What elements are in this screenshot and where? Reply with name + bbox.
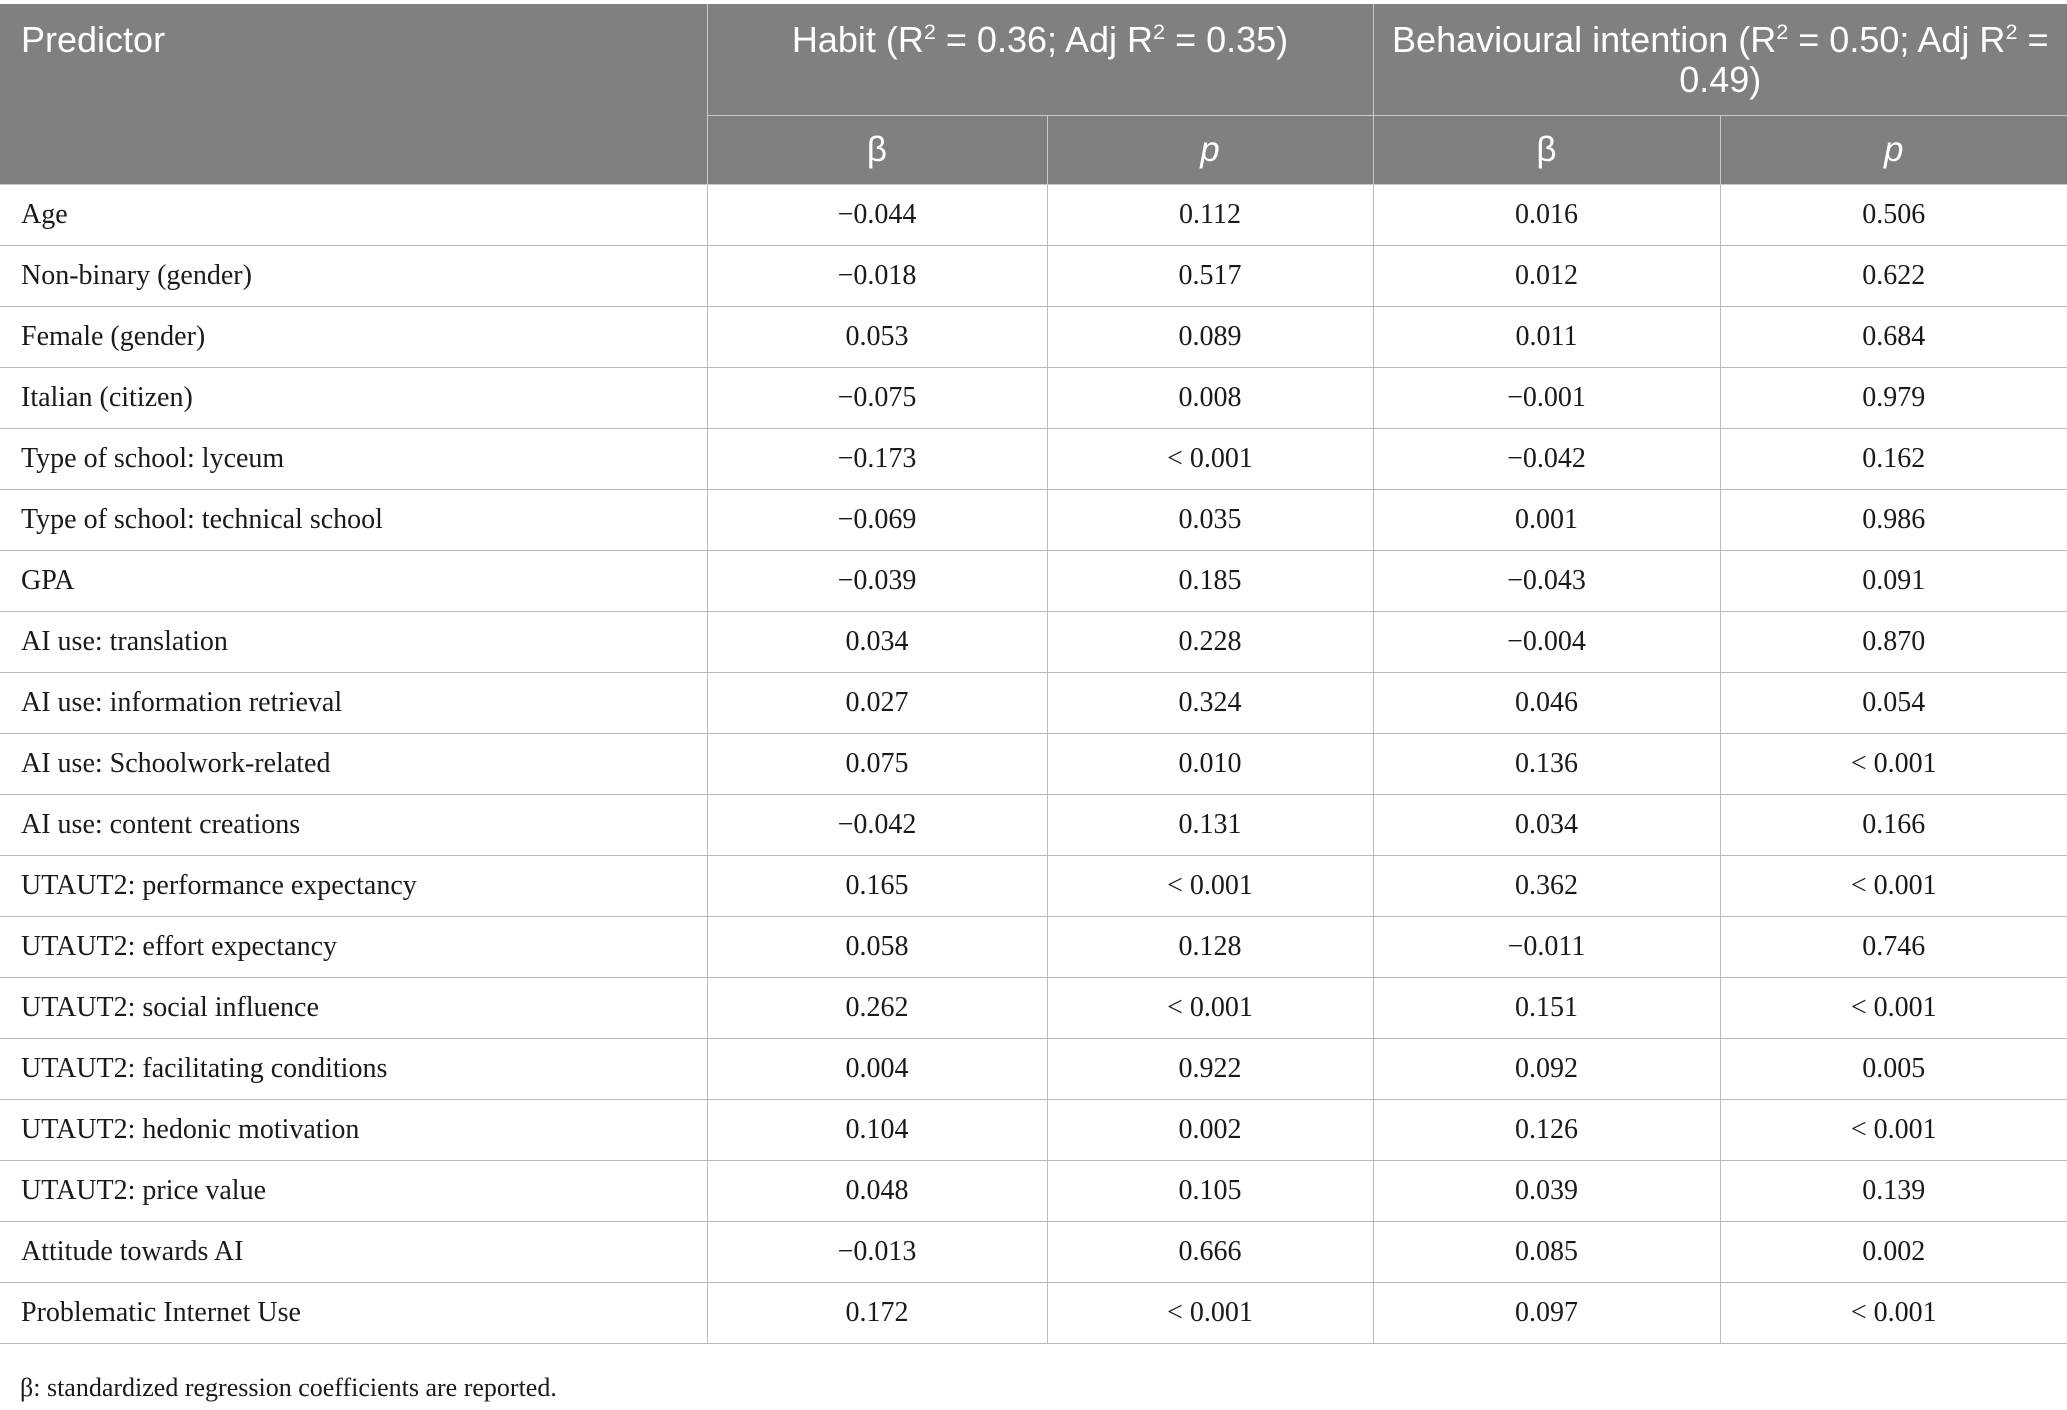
habit-beta-cell: 0.053	[707, 306, 1047, 367]
table-row	[0, 367, 2067, 428]
predictor-cell: Non-binary (gender)	[0, 245, 707, 306]
predictor-cell: UTAUT2: hedonic motivation	[0, 1099, 707, 1160]
header-predictor-label: Predictor	[21, 19, 166, 60]
table-row	[0, 1221, 2067, 1282]
intention-beta-cell: 0.085	[1373, 1221, 1720, 1282]
table-row	[0, 1038, 2067, 1099]
intention-beta-cell: −0.043	[1373, 550, 1720, 611]
regression-table	[0, 4, 2067, 1344]
habit-p-cell: < 0.001	[1047, 977, 1373, 1038]
habit-beta-cell: −0.173	[707, 428, 1047, 489]
table-row	[0, 1160, 2067, 1221]
table-row	[0, 855, 2067, 916]
intention-title-sup1: 2	[1776, 19, 1789, 44]
habit-beta-cell: −0.039	[707, 550, 1047, 611]
intention-beta-cell: −0.042	[1373, 428, 1720, 489]
habit-beta-cell: 0.004	[707, 1038, 1047, 1099]
table-row	[0, 184, 2067, 245]
intention-title-sup2: 2	[2005, 19, 2018, 44]
habit-beta-cell: 0.034	[707, 611, 1047, 672]
habit-beta-cell: 0.027	[707, 672, 1047, 733]
habit-p-cell: < 0.001	[1047, 1282, 1373, 1343]
habit-p-cell: 0.131	[1047, 794, 1373, 855]
header-habit-beta: β	[707, 115, 1047, 184]
table-row	[0, 611, 2067, 672]
habit-beta-cell: 0.104	[707, 1099, 1047, 1160]
intention-p-cell: < 0.001	[1720, 977, 2067, 1038]
predictor-cell: Type of school: lyceum	[0, 428, 707, 489]
habit-beta-cell: 0.058	[707, 916, 1047, 977]
predictor-cell: GPA	[0, 550, 707, 611]
predictor-cell: Attitude towards AI	[0, 1221, 707, 1282]
predictor-cell: UTAUT2: effort expectancy	[0, 916, 707, 977]
habit-title-sup2: 2	[1153, 19, 1166, 44]
table-row	[0, 306, 2067, 367]
header-predictor	[0, 4, 707, 115]
intention-beta-cell: 0.012	[1373, 245, 1720, 306]
header-predictor-empty	[0, 115, 707, 184]
habit-title-prefix: Habit (R	[791, 19, 924, 60]
table-row	[0, 733, 2067, 794]
intention-beta-cell: 0.039	[1373, 1160, 1720, 1221]
header-intention-p: p	[1720, 115, 2067, 184]
intention-beta-cell: 0.362	[1373, 855, 1720, 916]
habit-beta-cell: −0.069	[707, 489, 1047, 550]
habit-p-cell: 0.128	[1047, 916, 1373, 977]
regression-table-container	[0, 4, 2067, 1344]
table-header	[0, 4, 2067, 184]
habit-p-cell: 0.035	[1047, 489, 1373, 550]
intention-p-cell: 0.054	[1720, 672, 2067, 733]
predictor-cell: UTAUT2: facilitating conditions	[0, 1038, 707, 1099]
habit-beta-cell: 0.048	[707, 1160, 1047, 1221]
intention-beta-cell: −0.004	[1373, 611, 1720, 672]
habit-p-cell: 0.089	[1047, 306, 1373, 367]
predictor-cell: AI use: information retrieval	[0, 672, 707, 733]
intention-beta-cell: −0.001	[1373, 367, 1720, 428]
intention-p-cell: 0.746	[1720, 916, 2067, 977]
predictor-cell: AI use: translation	[0, 611, 707, 672]
habit-p-cell: 0.008	[1047, 367, 1373, 428]
header-intention-beta: β	[1373, 115, 1720, 184]
table-row	[0, 916, 2067, 977]
intention-p-cell: 0.162	[1720, 428, 2067, 489]
intention-p-cell: 0.005	[1720, 1038, 2067, 1099]
habit-title-mid: = 0.36; Adj R	[935, 19, 1154, 60]
habit-beta-cell: −0.013	[707, 1221, 1047, 1282]
habit-beta-cell: −0.075	[707, 367, 1047, 428]
habit-beta-cell: 0.075	[707, 733, 1047, 794]
intention-beta-cell: 0.046	[1373, 672, 1720, 733]
intention-beta-cell: 0.151	[1373, 977, 1720, 1038]
header-intention-group	[1373, 4, 2067, 115]
intention-beta-cell: 0.011	[1373, 306, 1720, 367]
table-row	[0, 1099, 2067, 1160]
habit-p-cell: 0.112	[1047, 184, 1373, 245]
habit-beta-cell: −0.042	[707, 794, 1047, 855]
habit-p-cell: 0.228	[1047, 611, 1373, 672]
predictor-cell: Type of school: technical school	[0, 489, 707, 550]
intention-p-cell: 0.506	[1720, 184, 2067, 245]
habit-title-suffix: = 0.35)	[1165, 19, 1289, 60]
predictor-cell: AI use: content creations	[0, 794, 707, 855]
intention-p-cell: 0.002	[1720, 1221, 2067, 1282]
intention-p-cell: 0.622	[1720, 245, 2067, 306]
predictor-cell: UTAUT2: price value	[0, 1160, 707, 1221]
intention-p-cell: 0.139	[1720, 1160, 2067, 1221]
habit-beta-cell: −0.018	[707, 245, 1047, 306]
header-habit-p: p	[1047, 115, 1373, 184]
intention-beta-cell: 0.097	[1373, 1282, 1720, 1343]
table-row	[0, 489, 2067, 550]
habit-beta-cell: 0.165	[707, 855, 1047, 916]
header-habit-group	[707, 4, 1373, 115]
intention-beta-cell: 0.016	[1373, 184, 1720, 245]
predictor-cell: AI use: Schoolwork-related	[0, 733, 707, 794]
intention-p-cell: < 0.001	[1720, 855, 2067, 916]
table-row	[0, 977, 2067, 1038]
intention-p-cell: < 0.001	[1720, 1282, 2067, 1343]
intention-p-cell: 0.979	[1720, 367, 2067, 428]
habit-p-cell: 0.105	[1047, 1160, 1373, 1221]
intention-p-cell: < 0.001	[1720, 1099, 2067, 1160]
habit-p-cell: 0.922	[1047, 1038, 1373, 1099]
table-row	[0, 428, 2067, 489]
intention-p-cell: 0.986	[1720, 489, 2067, 550]
habit-p-cell: 0.002	[1047, 1099, 1373, 1160]
predictor-cell: Female (gender)	[0, 306, 707, 367]
intention-title-suffix: = 0.49)	[1679, 19, 2049, 100]
habit-p-cell: 0.324	[1047, 672, 1373, 733]
intention-p-cell: 0.870	[1720, 611, 2067, 672]
table-row	[0, 245, 2067, 306]
intention-beta-cell: 0.126	[1373, 1099, 1720, 1160]
habit-p-cell: < 0.001	[1047, 428, 1373, 489]
habit-p-cell: < 0.001	[1047, 855, 1373, 916]
intention-p-cell: < 0.001	[1720, 733, 2067, 794]
predictor-cell: UTAUT2: performance expectancy	[0, 855, 707, 916]
table-body	[0, 184, 2067, 1343]
predictor-cell: Problematic Internet Use	[0, 1282, 707, 1343]
intention-beta-cell: 0.001	[1373, 489, 1720, 550]
habit-beta-cell: −0.044	[707, 184, 1047, 245]
intention-beta-cell: 0.092	[1373, 1038, 1720, 1099]
table-footnote: β: standardized regression coefficients are reported.	[20, 1373, 557, 1402]
intention-p-cell: 0.166	[1720, 794, 2067, 855]
table-row	[0, 794, 2067, 855]
header-row-groups	[0, 4, 2067, 115]
habit-title-sup1: 2	[923, 19, 936, 44]
habit-p-cell: 0.185	[1047, 550, 1373, 611]
intention-title-prefix: Behavioural intention (R	[1392, 19, 1777, 60]
intention-beta-cell: 0.136	[1373, 733, 1720, 794]
intention-p-cell: 0.684	[1720, 306, 2067, 367]
predictor-cell: UTAUT2: social influence	[0, 977, 707, 1038]
intention-beta-cell: 0.034	[1373, 794, 1720, 855]
habit-p-cell: 0.517	[1047, 245, 1373, 306]
habit-p-cell: 0.666	[1047, 1221, 1373, 1282]
table-row	[0, 1282, 2067, 1343]
intention-title-mid: = 0.50; Adj R	[1788, 19, 2006, 60]
predictor-cell: Italian (citizen)	[0, 367, 707, 428]
intention-p-cell: 0.091	[1720, 550, 2067, 611]
habit-beta-cell: 0.172	[707, 1282, 1047, 1343]
predictor-cell: Age	[0, 184, 707, 245]
intention-beta-cell: −0.011	[1373, 916, 1720, 977]
header-row-stats	[0, 115, 2067, 184]
habit-beta-cell: 0.262	[707, 977, 1047, 1038]
table-row	[0, 672, 2067, 733]
habit-p-cell: 0.010	[1047, 733, 1373, 794]
table-row	[0, 550, 2067, 611]
